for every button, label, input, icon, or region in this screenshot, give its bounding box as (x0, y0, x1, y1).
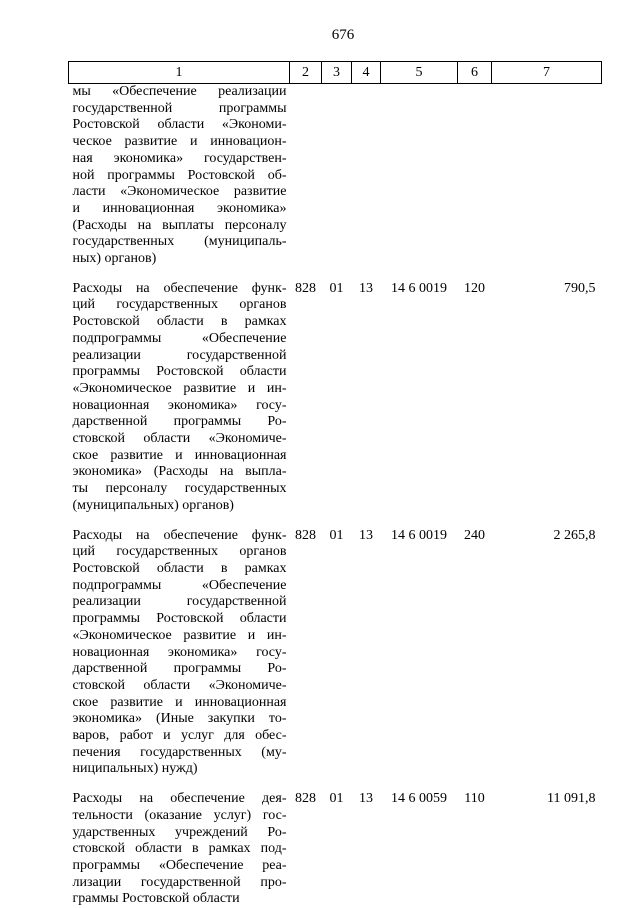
description-line: лизации государственной про- (73, 875, 287, 892)
description-line: печения государственных (му- (73, 745, 287, 762)
description-line: стовской области «Экономиче- (73, 678, 287, 695)
row-spacer-cell (69, 515, 602, 527)
description-line: ций государственных органов (73, 544, 287, 561)
description-line: стовской области в рамках под- (73, 841, 287, 858)
section-code-cell (322, 84, 352, 268)
amount-cell: 790,5 (492, 280, 602, 515)
column-header-2: 2 (290, 62, 322, 84)
description-line: подпрограммы «Обеспечение (73, 331, 287, 348)
description-line: Ростовской области «Экономи- (73, 117, 287, 134)
subsection-code-cell (352, 84, 381, 268)
table-body (69, 84, 602, 908)
target-article-cell (381, 84, 458, 268)
page-number: 676 (0, 26, 640, 44)
ministry-code-cell: 828 (290, 790, 322, 908)
description-line: ной программы Ростовской об- (73, 168, 287, 185)
budget-table (68, 61, 602, 908)
description-line: ниципальных) нужд) (73, 761, 287, 778)
ministry-code-cell: 828 (290, 527, 322, 779)
table-row (69, 280, 602, 515)
column-header-5: 5 (381, 62, 458, 84)
ministry-code-cell (290, 84, 322, 268)
table-row (69, 527, 602, 779)
row-spacer-cell (69, 268, 602, 280)
description-line: ных) органов) (73, 251, 287, 268)
amount-cell (492, 84, 602, 268)
description-line: мы «Обеспечение реализации (73, 84, 287, 101)
description-line: ласти «Экономическое развитие (73, 184, 287, 201)
table-row (69, 790, 602, 908)
description-line: экономика» (Иные закупки то- (73, 711, 287, 728)
row-description (69, 527, 290, 779)
subsection-code-cell: 13 (352, 527, 381, 779)
row-description (69, 84, 290, 268)
description-line: ударственных учреждений Ро- (73, 825, 287, 842)
description-line: реализации государственной (73, 594, 287, 611)
target-article-cell: 14 6 0059 (381, 790, 458, 908)
row-spacer (69, 268, 602, 280)
description-line: государственной программы (73, 101, 287, 118)
description-line: Расходы на обеспечение функ- (73, 281, 287, 298)
description-line: тельности (оказание услуг) гос- (73, 808, 287, 825)
description-line: варов, работ и услуг для обес- (73, 728, 287, 745)
description-line: реализации государственной (73, 348, 287, 365)
description-line: Расходы на обеспечение дея- (73, 791, 287, 808)
amount-cell: 11 091,8 (492, 790, 602, 908)
description-line: граммы Ростовской области (73, 891, 287, 908)
column-header-4: 4 (352, 62, 381, 84)
description-line: ная экономика» государствен- (73, 151, 287, 168)
description-line: подпрограммы «Обеспечение (73, 578, 287, 595)
description-line: программы Ростовской области (73, 611, 287, 628)
expense-type-cell: 110 (458, 790, 492, 908)
expense-type-cell: 120 (458, 280, 492, 515)
header-row (69, 62, 602, 84)
target-article-cell: 14 6 0019 (381, 280, 458, 515)
row-description (69, 280, 290, 515)
description-line: Ростовской области в рамках (73, 314, 287, 331)
table-row (69, 84, 602, 268)
column-header-6: 6 (458, 62, 492, 84)
subsection-code-cell: 13 (352, 790, 381, 908)
row-spacer (69, 778, 602, 790)
row-spacer (69, 515, 602, 527)
description-line: государственных (муниципаль- (73, 234, 287, 251)
description-line: новационная экономика» госу- (73, 398, 287, 415)
amount-cell: 2 265,8 (492, 527, 602, 779)
description-line: ское развитие и инновационная (73, 695, 287, 712)
expense-type-cell (458, 84, 492, 268)
description-line: дарственной программы Ро- (73, 661, 287, 678)
description-line: ческое развитие и инновацион- (73, 134, 287, 151)
row-description (69, 790, 290, 908)
description-line: дарственной программы Ро- (73, 414, 287, 431)
description-line: (Расходы на выплаты персоналу (73, 218, 287, 235)
description-line: ское развитие и инновационная (73, 448, 287, 465)
description-line: и инновационная экономика» (73, 201, 287, 218)
ministry-code-cell: 828 (290, 280, 322, 515)
description-line: программы «Обеспечение реа- (73, 858, 287, 875)
row-spacer-cell (69, 778, 602, 790)
section-code-cell: 01 (322, 280, 352, 515)
subsection-code-cell: 13 (352, 280, 381, 515)
column-header-7: 7 (492, 62, 602, 84)
description-line: «Экономическое развитие и ин- (73, 628, 287, 645)
description-line: программы Ростовской области (73, 364, 287, 381)
description-line: ты персоналу государственных (73, 481, 287, 498)
expense-type-cell: 240 (458, 527, 492, 779)
description-line: Расходы на обеспечение функ- (73, 528, 287, 545)
column-header-3: 3 (322, 62, 352, 84)
description-line: стовской области «Экономиче- (73, 431, 287, 448)
description-line: ций государственных органов (73, 297, 287, 314)
description-line: экономика» (Расходы на выпла- (73, 464, 287, 481)
target-article-cell: 14 6 0019 (381, 527, 458, 779)
description-line: новационная экономика» госу- (73, 645, 287, 662)
section-code-cell: 01 (322, 790, 352, 908)
description-line: «Экономическое развитие и ин- (73, 381, 287, 398)
description-line: (муниципальных) органов) (73, 498, 287, 515)
description-line: Ростовской области в рамках (73, 561, 287, 578)
section-code-cell: 01 (322, 527, 352, 779)
column-header-1: 1 (69, 62, 290, 84)
